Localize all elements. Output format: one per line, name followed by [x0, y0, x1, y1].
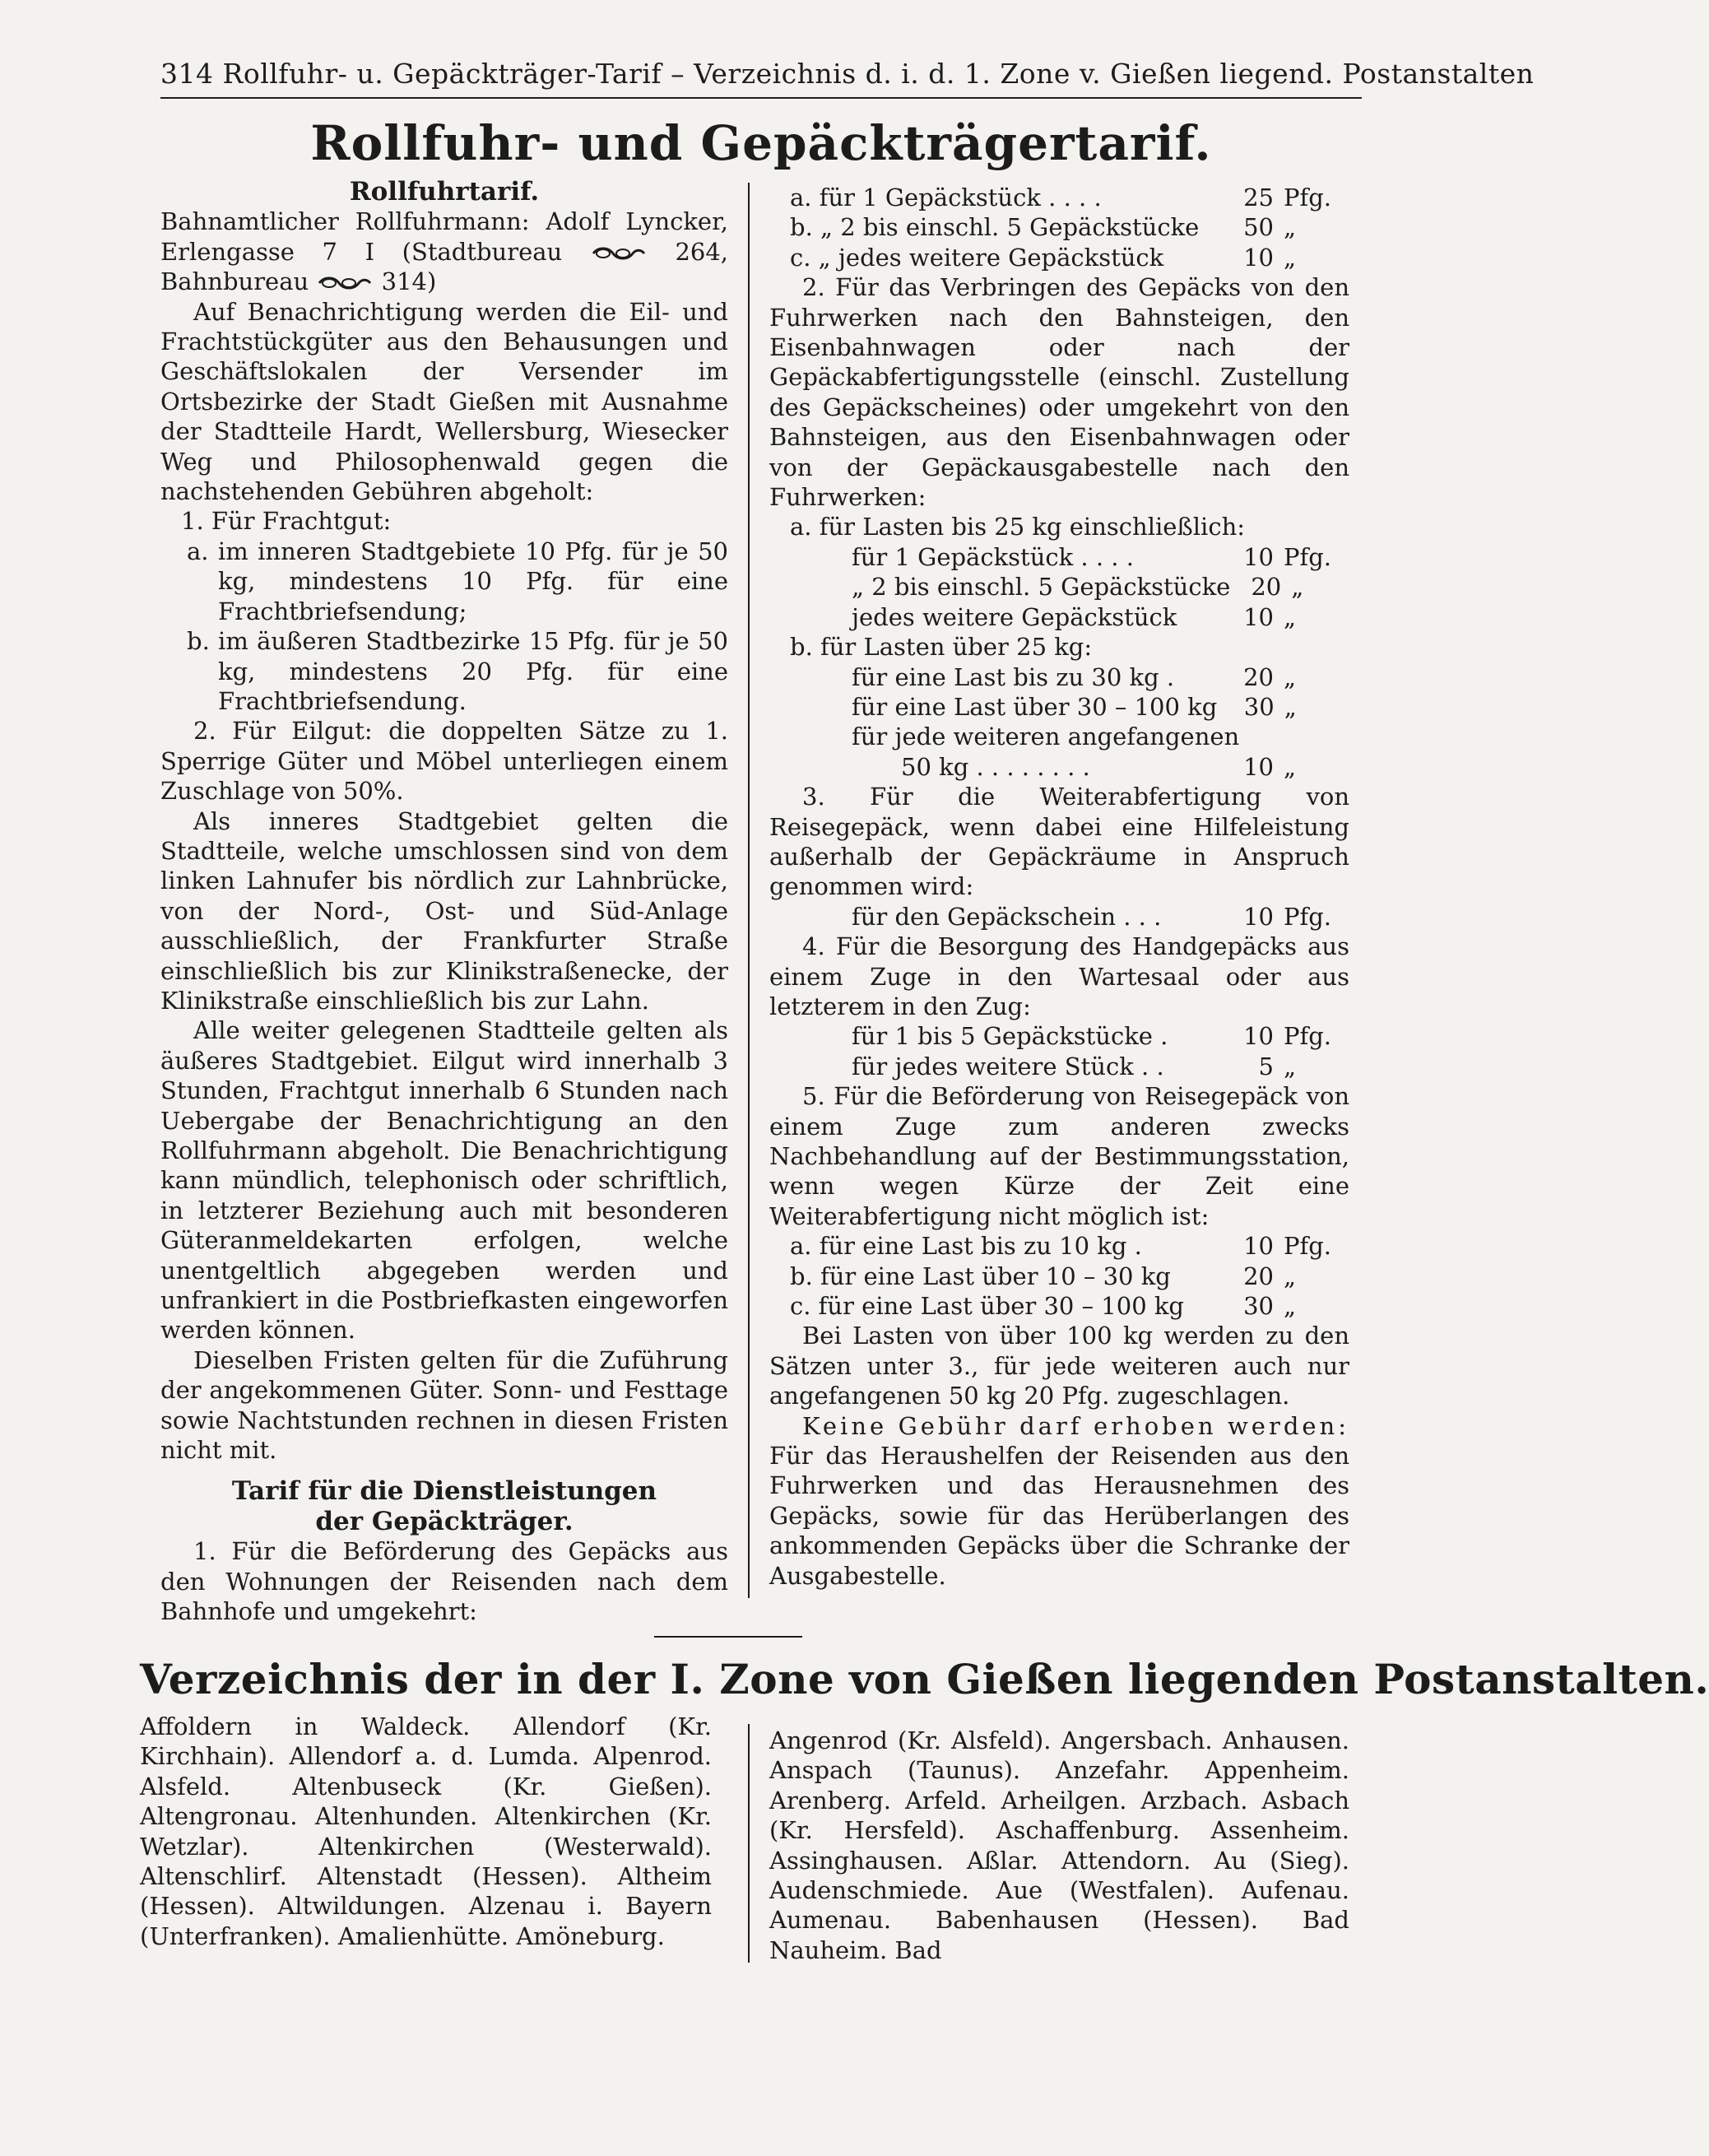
no-fee-heading: Keine Gebühr darf erhoben werden:	[802, 1411, 1349, 1440]
left-column	[160, 177, 728, 1627]
column-divider	[748, 183, 750, 1598]
tariff-unit: Pfg.	[1284, 184, 1332, 211]
tariff-value: 20	[1243, 1262, 1274, 1290]
intro-text-a: Bahnamtlicher Rollfuhrmann: Adolf Lyncker, Erlengasse 7 I (Stadtbureau	[160, 207, 728, 266]
tariff-value: 5	[1258, 1052, 1274, 1080]
tariff-label: für eine Last bis zu 30 kg .	[852, 662, 1175, 691]
tariff-label: für 1 bis 5 Gepäckstücke .	[852, 1022, 1168, 1051]
tariff-unit: Pfg.	[1284, 542, 1332, 571]
list-item: b. für Lasten über 25 kg:	[790, 633, 1093, 662]
list-item: a. für Lasten bis 25 kg einschließlich:	[790, 513, 1246, 541]
tariff-value: 30	[1243, 1292, 1274, 1321]
tariff-row	[769, 183, 1349, 212]
tariff-unit: „	[1284, 1292, 1297, 1321]
tariff-label: b. „ 2 bis einschl. 5 Gepäckstücke	[790, 213, 1200, 242]
phone-number-2: 314)	[381, 267, 437, 296]
tariff-value: 50	[1243, 213, 1274, 242]
tariff-row	[769, 1262, 1349, 1291]
tariff-value: 25	[1243, 184, 1274, 211]
tariff-label: c. „ jedes weitere Gepäckstück	[790, 243, 1164, 272]
column-divider	[748, 1724, 750, 1963]
telephone-icon	[316, 275, 374, 291]
tariff-unit: Pfg.	[1284, 1232, 1332, 1261]
tariff-unit: „	[1291, 573, 1304, 602]
tarif-heading-line-2: der Gepäckträger.	[315, 1506, 574, 1536]
tariff-label: c. für eine Last über 30 – 100 kg	[790, 1292, 1184, 1321]
tariff-row	[769, 602, 1349, 632]
tariff-value: 10	[1243, 1232, 1274, 1261]
paragraph: Auf Benachrichtigung werden die Eil- und Frachtstückgüter aus den Behausungen und Geschäftslokalen der Versender im Ortsbezirke der Stadt Gießen mit Ausnahme der Stadtteile Hardt, Wellersburg, Wiesecker Weg und Philosophenwald gegen die nachstehenden Gebühren abgeholt:	[160, 297, 728, 506]
tariff-label: b. für eine Last über 10 – 30 kg	[790, 1262, 1171, 1290]
list-item: 2. Für Eilgut: die doppelten Sätze zu 1. Sperrige Güter und Möbel unterliegen einem Zuschlage von 50%.	[160, 717, 728, 806]
tariff-row	[769, 542, 1349, 572]
tariff-row	[769, 1291, 1349, 1321]
tarif-heading-line-1: Tarif für die Dienstleistungen	[231, 1476, 657, 1507]
phone-number-1: 264,	[675, 237, 729, 266]
tariff-label: für jedes weitere Stück . .	[852, 1052, 1164, 1080]
zone-title: Verzeichnis der in der I. Zone von Gießen liegenden Postanstalten.	[140, 1655, 1709, 1703]
tariff-label: „ 2 bis einschl. 5 Gepäckstücke	[852, 573, 1231, 602]
tariff-unit: Pfg.	[1284, 1022, 1332, 1051]
paragraph: Bei Lasten von über 100 kg werden zu den Sätzen unter 3., für jede weiteren auch nur angefangenen 50 kg 20 Pfg. zugeschlagen.	[769, 1322, 1349, 1410]
spacer	[160, 1465, 728, 1476]
list-item: für jede weiteren angefangenen	[852, 723, 1240, 751]
tariff-row	[769, 692, 1349, 722]
tariff-row	[769, 243, 1349, 272]
list-item: 2. Für das Verbringen des Gepäcks von den Fuhrwerken nach den Bahnsteigen, den Eisenbahnwagen oder nach der Gepäckabfertigungsstelle (einschl. Zustellung des Gepäckscheines) oder umgekehrt von den Bahnsteigen, aus den Eisenbahnwagen oder von der Gepäckausgabestelle nach den Fuhrwerken:	[769, 273, 1349, 512]
tariff-row	[769, 1021, 1349, 1051]
header-rule	[160, 97, 1362, 99]
tariff-label: 50 kg . . . . . . . .	[901, 752, 1090, 781]
paragraph: Als inneres Stadtgebiet gelten die Stadtteile, welche umschlossen sind von dem linken Lahnufer bis nördlich zur Lahnbrücke, von der Nord-, Ost- und Süd-Anlage ausschließlich, der Frankfurter Straße einschließlich bis zur Klinikstraßenecke, der Klinikstraße einschließlich bis zur Lahn.	[160, 806, 728, 1015]
tariff-value: 30	[1243, 692, 1275, 721]
tariff-value: 10	[1243, 1022, 1274, 1051]
tariff-unit: „	[1284, 602, 1297, 631]
list-item: 1. Für Frachtgut:	[181, 507, 392, 536]
paragraph: Alle weiter gelegenen Stadtteile gelten als äußeres Stadtgebiet. Eilgut wird innerhalb 3 Stunden, Frachtgut innerhalb 6 Stunden nach Uebergabe der Benachrichtigung an den Rollfuhrmann abgeholt. Die Benachrichtigung kann mündlich, telephonisch oder schriftlich, in letzterer Beziehung auch mit besonderen Güteranmeldekarten erfolgen, welche unentgeltlich abgegeben werden und unfrankiert in die Postbriefkasten eingeworfen werden können.	[160, 1016, 728, 1345]
intro-text-b: Bahnbureau	[160, 267, 309, 296]
paragraph: Dieselben Fristen gelten für die Zuführung der angekommenen Güter. Sonn- und Festtage sowie Nachtstunden rechnen in diesen Fristen nicht mit.	[160, 1345, 728, 1465]
tariff-label: jedes weitere Gepäckstück	[852, 602, 1177, 631]
zone-right-column: Angenrod (Kr. Alsfeld). Angersbach. Anhausen. Anspach (Taunus). Anzefahr. Appenheim. Arenberg. Arfeld. Arheilgen. Arzbach. Asbach (Kr. Hersfeld). Aschaffenburg. Assenheim. Assinghausen. Aßlar. Attendorn. Au (Sieg). Audenschmiede. Aue (Westfalen). Aufenau. Aumenau. Babenhausen (Hessen). Bad Nauheim. Bad	[769, 1726, 1349, 1964]
tariff-unit: Pfg.	[1284, 902, 1332, 931]
tariff-row	[769, 1052, 1349, 1081]
rollfuhr-heading: Rollfuhrtarif.	[349, 177, 540, 207]
tariff-unit: „	[1284, 692, 1297, 721]
tariff-row	[769, 662, 1349, 692]
right-column	[769, 183, 1349, 1591]
list-item: 1. Für die Beförderung des Gepäcks aus den Wohnungen der Reisenden nach dem Bahnhofe und umgekehrt:	[160, 1537, 728, 1626]
tariff-row	[769, 212, 1349, 242]
tariff-unit: „	[1284, 662, 1297, 691]
list-item: b. im äußeren Stadtbezirke 15 Pfg. für je 50 kg, mindestens 20 Pfg. für eine Frachtbriefsendung.	[187, 627, 728, 715]
tariff-value: 10	[1243, 602, 1274, 631]
tariff-unit: „	[1284, 1052, 1297, 1080]
tariff-value: 20	[1251, 573, 1282, 602]
tariff-value: 10	[1243, 752, 1274, 781]
list-item: 4. Für die Besorgung des Handgepäcks aus einem Zuge in den Wartesaal oder aus letzterem in den Zug:	[769, 932, 1349, 1020]
page-title: Rollfuhr- und Gepäckträgertarif.	[310, 115, 1212, 171]
intro-paragraph	[160, 207, 728, 296]
tariff-value: 20	[1243, 662, 1274, 691]
tariff-label: a. für 1 Gepäckstück . . . .	[790, 184, 1102, 211]
list-item: 5. Für die Beförderung von Reisegepäck von einem Zuge zum anderen zwecks Nachbehandlung auf der Bestimmungsstation, wenn wegen Kürze der Zeit eine Weiterabfertigung nicht möglich ist:	[769, 1082, 1349, 1230]
tariff-unit: „	[1284, 752, 1297, 781]
tariff-unit: „	[1284, 213, 1297, 242]
tariff-label: a. für eine Last bis zu 10 kg .	[790, 1232, 1142, 1261]
tariff-label: für den Gepäckschein . . .	[852, 902, 1162, 931]
tariff-row	[769, 1231, 1349, 1261]
telephone-icon	[590, 245, 648, 262]
section-separator	[654, 1636, 802, 1638]
no-fee-text: Für das Heraushelfen der Reisenden aus den Fuhrwerken und das Herausnehmen des Gepäcks, sowie für das Herüberlangen des ankommenden Gepäcks über die Schranke der Ausgabestelle.	[769, 1442, 1349, 1590]
tariff-label: für 1 Gepäckstück . . . .	[852, 542, 1134, 571]
running-head: 314 Rollfuhr- u. Gepäckträger-Tarif – Verzeichnis d. i. d. 1. Zone v. Gießen liegend. Postanstalten	[160, 58, 1535, 90]
tariff-row	[769, 752, 1349, 782]
zone-left-column: Affoldern in Waldeck. Allendorf (Kr. Kirchhain). Allendorf a. d. Lumda. Alpenrod. Alsfeld. Altenbuseck (Kr. Gießen). Altengronau. Altenhunden. Altenkirchen (Kr. Wetzlar). Altenkirchen (Westerwald). Altenschlirf. Altenstadt (Hessen). Altheim (Hessen). Altwildungen. Alzenau i. Bayern (Unterfranken). Amalienhütte. Amöneburg.	[140, 1712, 712, 1950]
tariff-value: 10	[1243, 542, 1274, 571]
tariff-unit: „	[1284, 1262, 1297, 1290]
tariff-row	[769, 902, 1349, 932]
tariff-row	[769, 572, 1349, 602]
paragraph	[769, 1411, 1349, 1591]
tariff-value: 10	[1243, 243, 1274, 272]
tariff-unit: „	[1284, 243, 1297, 272]
tariff-label: für eine Last über 30 – 100 kg	[852, 692, 1218, 721]
tariff-value: 10	[1243, 902, 1274, 931]
list-item: a. im inneren Stadtgebiete 10 Pfg. für je 50 kg, mindestens 10 Pfg. für eine Frachtbriefsendung;	[187, 537, 728, 625]
list-item: 3. Für die Weiterabfertigung von Reisegepäck, wenn dabei eine Hilfeleistung außerhalb der Gepäckräume in Anspruch genommen wird:	[769, 783, 1349, 901]
